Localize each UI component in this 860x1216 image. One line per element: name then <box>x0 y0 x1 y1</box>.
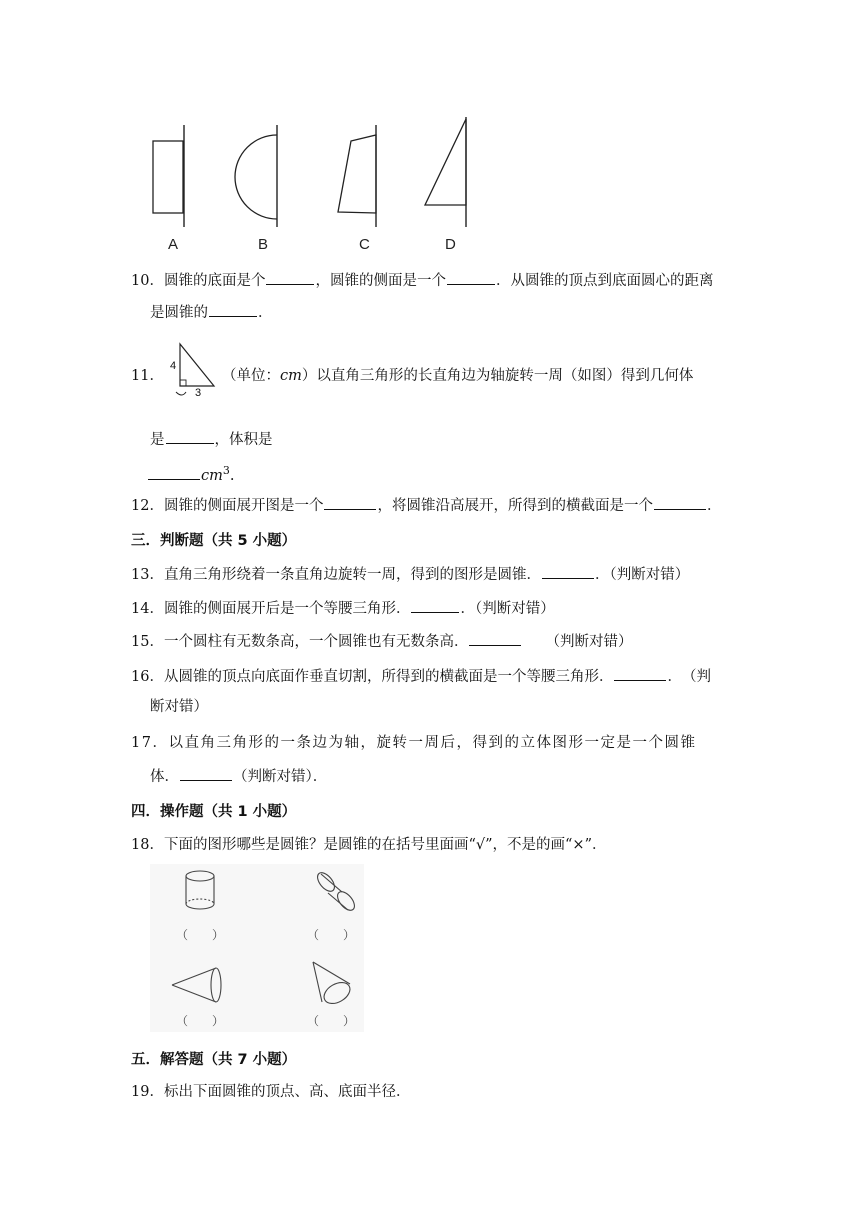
cone-tilted-shape <box>313 962 354 1008</box>
section-heading-3: 三．判断题（共 5 小题） <box>131 533 297 549</box>
answer-blank[interactable] <box>411 598 459 613</box>
section-heading-5: 五．解答题（共 7 小题） <box>131 1052 297 1068</box>
triangle-base-label: 3 <box>195 387 202 399</box>
question-11-cont: 是 ，体积是 <box>150 429 273 450</box>
question-16-cont: 断对错） <box>150 699 208 715</box>
answer-blank[interactable] <box>542 564 594 579</box>
figure-label-b: B <box>258 236 269 253</box>
figure-b <box>235 125 277 227</box>
answer-paren-1[interactable]: （ ） <box>176 928 225 942</box>
answer-blank[interactable] <box>209 302 257 317</box>
solids-figure <box>150 864 364 1032</box>
answer-blank[interactable] <box>148 465 200 480</box>
answer-paren-3[interactable]: （ ） <box>176 1014 225 1028</box>
answer-blank[interactable] <box>166 429 214 444</box>
question-11: （单位：cm）以直角三角形的长直角边为轴旋转一周（如图）得到几何体 <box>222 368 694 384</box>
question-19: 19．标出下面圆锥的顶点、高、底面半径． <box>131 1084 411 1100</box>
figure-d <box>425 117 466 227</box>
question-11-volume: $cm^3$. <box>147 461 234 486</box>
answer-blank[interactable] <box>654 495 706 510</box>
figure-label-d: D <box>445 236 456 253</box>
answer-blank[interactable] <box>447 270 495 285</box>
question-12: 12．圆锥的侧面展开图是一个 ，将圆锥沿高展开，所得到的横截面是一个 ． <box>131 495 721 516</box>
answer-blank[interactable] <box>324 495 376 510</box>
tilted-cylinder-shape <box>314 870 357 914</box>
question-14: 14．圆锥的侧面展开后是一个等腰三角形． ．（判断对错） <box>131 598 555 619</box>
question-10-cont: 是圆锥的 ． <box>150 302 273 323</box>
cylinder-shape <box>186 871 214 909</box>
figure-label-c: C <box>359 236 370 253</box>
figure-c <box>338 125 376 227</box>
rotation-figures <box>140 115 480 235</box>
question-10: 10．圆锥的底面是个 ，圆锥的侧面是一个 ．从圆锥的顶点到底面圆心的距离 <box>131 270 713 291</box>
answer-paren-2[interactable]: （ ） <box>307 928 356 942</box>
question-15: 15．一个圆柱有无数条高，一个圆锥也有无数条高． （判断对错） <box>131 631 632 652</box>
section-heading-4: 四．操作题（共 1 小题） <box>131 804 297 820</box>
question-11-number: 11． <box>131 368 164 384</box>
question-17-cont: 体． （判断对错）． <box>150 766 327 787</box>
triangle-side-label: 4 <box>170 360 177 372</box>
answer-blank[interactable] <box>614 666 666 681</box>
question-13: 13．直角三角形绕着一条直角边旋转一周，得到的图形是圆锥． ．（判断对错） <box>131 564 689 585</box>
question-18: 18．下面的图形哪些是圆锥？是圆锥的在括号里面画“√”，不是的画“×”． <box>131 837 607 853</box>
answer-blank[interactable] <box>469 631 521 646</box>
figure-label-a: A <box>168 236 179 253</box>
answer-blank[interactable] <box>180 766 232 781</box>
question-17: 17．以直角三角形的一条边为轴，旋转一周后，得到的立体图形一定是一个圆锥 <box>131 735 697 751</box>
cone-horizontal-shape <box>172 968 221 1002</box>
question-16: 16．从圆锥的顶点向底面作垂直切割，所得到的横截面是一个等腰三角形． ． （判 <box>131 666 711 687</box>
figure-a <box>153 125 184 227</box>
answer-paren-4[interactable]: （ ） <box>307 1014 356 1028</box>
answer-blank[interactable] <box>266 270 314 285</box>
